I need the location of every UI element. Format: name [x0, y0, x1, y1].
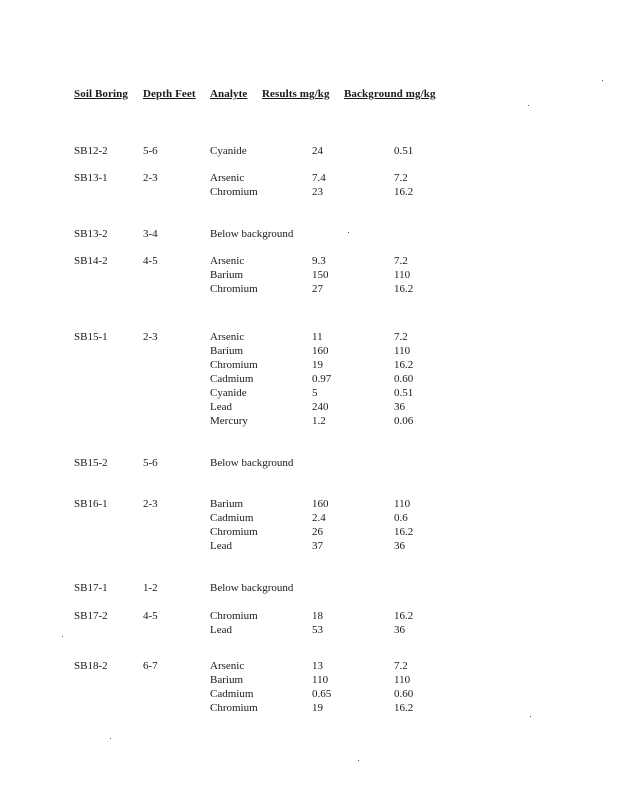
row-analyte: Chromium: [210, 283, 258, 295]
row-result: 110: [312, 674, 329, 686]
row-depth: 5-6: [143, 145, 158, 157]
header-results: Results mg/kg: [262, 88, 330, 100]
row-boring: SB17-2: [74, 610, 108, 622]
row-background: 36: [394, 540, 405, 552]
row-background: 7.2: [394, 255, 408, 267]
row-analyte: Cadmium: [210, 512, 254, 524]
row-depth: 6-7: [143, 660, 158, 672]
row-boring: SB12-2: [74, 145, 108, 157]
row-analyte: Lead: [210, 401, 232, 413]
row-background: 0.60: [394, 688, 414, 700]
row-analyte: Chromium: [210, 702, 258, 714]
header-background: Background mg/kg: [344, 88, 436, 100]
row-result: 9.3: [312, 255, 326, 267]
row-analyte: Cadmium: [210, 373, 254, 385]
row-result: 160: [312, 345, 329, 357]
row-result: 0.65: [312, 688, 332, 700]
row-background: 0.60: [394, 373, 414, 385]
row-result: 160: [312, 498, 329, 510]
row-analyte: Chromium: [210, 186, 258, 198]
row-boring: SB16-1: [74, 498, 108, 510]
row-analyte: Lead: [210, 624, 232, 636]
row-background: 16.2: [394, 283, 414, 295]
scan-speck: [528, 105, 529, 106]
row-boring: SB15-1: [74, 331, 108, 343]
row-background: 36: [394, 624, 405, 636]
row-background: 110: [394, 674, 411, 686]
row-result: 18: [312, 610, 323, 622]
scan-speck: [62, 636, 63, 637]
row-background: 7.2: [394, 660, 408, 672]
row-depth: 5-6: [143, 457, 158, 469]
row-background: 7.2: [394, 331, 408, 343]
row-result: 7.4: [312, 172, 326, 184]
row-result: 5: [312, 387, 318, 399]
row-depth: 3-4: [143, 228, 158, 240]
row-result: 53: [312, 624, 323, 636]
row-background: 16.2: [394, 359, 414, 371]
row-boring: SB13-2: [74, 228, 108, 240]
row-analyte: Below background: [210, 582, 294, 594]
row-result: 11: [312, 331, 323, 343]
row-background: 0.6: [394, 512, 408, 524]
row-background: 16.2: [394, 526, 414, 538]
scan-speck: [110, 738, 111, 739]
row-background: 0.51: [394, 145, 414, 157]
row-result: 0.97: [312, 373, 332, 385]
row-boring: SB18-2: [74, 660, 108, 672]
row-background: 110: [394, 498, 411, 510]
row-analyte: Cyanide: [210, 387, 247, 399]
row-analyte: Barium: [210, 674, 243, 686]
row-analyte: Arsenic: [210, 255, 245, 267]
row-analyte: Barium: [210, 269, 243, 281]
row-boring: SB15-2: [74, 457, 108, 469]
row-result: 37: [312, 540, 323, 552]
header-depth-feet: Depth Feet: [143, 88, 196, 100]
row-result: 19: [312, 359, 323, 371]
row-analyte: Barium: [210, 498, 243, 510]
scan-speck: [602, 80, 603, 81]
row-background: 16.2: [394, 186, 414, 198]
row-boring: SB13-1: [74, 172, 108, 184]
row-background: 0.06: [394, 415, 414, 427]
scan-speck: [530, 716, 531, 717]
row-background: 0.51: [394, 387, 414, 399]
row-background: 7.2: [394, 172, 408, 184]
row-analyte: Chromium: [210, 610, 258, 622]
row-analyte: Below background: [210, 457, 294, 469]
row-analyte: Lead: [210, 540, 232, 552]
row-depth: 2-3: [143, 172, 158, 184]
row-analyte: Cyanide: [210, 145, 247, 157]
row-boring: SB14-2: [74, 255, 108, 267]
header-analyte: Analyte: [210, 88, 248, 100]
row-result: 27: [312, 283, 323, 295]
row-analyte: Chromium: [210, 526, 258, 538]
row-analyte: Barium: [210, 345, 243, 357]
row-background: 16.2: [394, 610, 414, 622]
row-analyte: Cadmium: [210, 688, 254, 700]
row-background: 110: [394, 345, 411, 357]
row-analyte: Mercury: [210, 415, 248, 427]
row-result: 19: [312, 702, 323, 714]
row-boring: SB17-1: [74, 582, 108, 594]
scan-speck: [358, 760, 359, 761]
row-result: 150: [312, 269, 329, 281]
row-analyte: Arsenic: [210, 660, 245, 672]
row-background: 110: [394, 269, 411, 281]
row-result: 1.2: [312, 415, 326, 427]
row-depth: 2-3: [143, 331, 158, 343]
row-analyte: Below background: [210, 228, 294, 240]
row-analyte: Arsenic: [210, 331, 245, 343]
row-depth: 4-5: [143, 255, 158, 267]
row-analyte: Arsenic: [210, 172, 245, 184]
row-result: 13: [312, 660, 323, 672]
scan-speck: [348, 232, 349, 233]
row-depth: 2-3: [143, 498, 158, 510]
row-result: 2.4: [312, 512, 326, 524]
row-depth: 1-2: [143, 582, 158, 594]
row-result: 240: [312, 401, 329, 413]
row-result: 24: [312, 145, 323, 157]
row-background: 16.2: [394, 702, 414, 714]
row-analyte: Chromium: [210, 359, 258, 371]
header-soil-boring: Soil Boring: [74, 88, 128, 100]
row-result: 23: [312, 186, 323, 198]
row-background: 36: [394, 401, 405, 413]
row-depth: 4-5: [143, 610, 158, 622]
row-result: 26: [312, 526, 323, 538]
